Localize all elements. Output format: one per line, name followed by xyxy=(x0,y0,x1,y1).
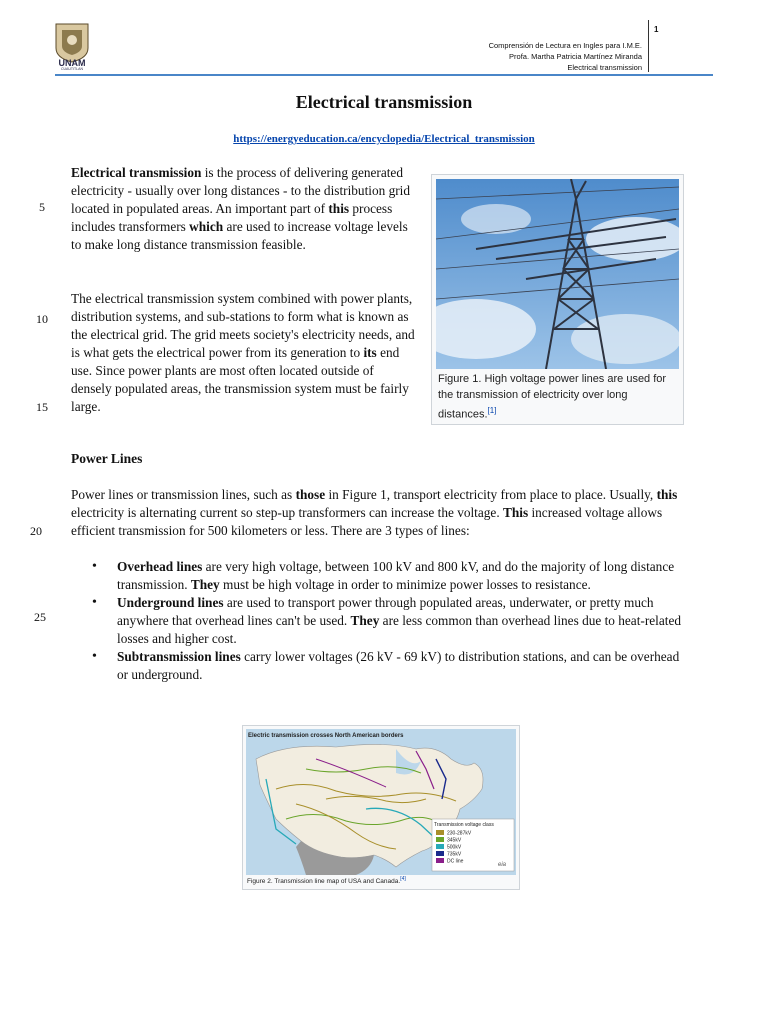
bold-word: This xyxy=(502,505,529,520)
header-rule xyxy=(55,74,713,76)
line-number: 5 xyxy=(39,200,45,214)
map-title: Electric transmission crosses North American borders xyxy=(248,733,404,739)
bold-word: this xyxy=(656,487,678,502)
text-span: are less common than overhead lines due to heat-related losses and higher cost. xyxy=(117,613,682,646)
page-number: 1 xyxy=(654,25,659,34)
line-number: 25 xyxy=(34,610,46,624)
bold-word: They xyxy=(350,613,380,628)
line-number: 10 xyxy=(36,312,48,326)
text-span: Power lines or transmission lines, such as xyxy=(71,487,296,502)
unam-logo xyxy=(52,20,92,72)
bold-word: which xyxy=(189,219,224,234)
eia-logo: eia xyxy=(498,862,507,868)
figure-1-caption xyxy=(438,371,680,423)
course-title: Comprensión de Lectura en Ingles para I.M.E. xyxy=(488,41,642,50)
legend-swatch xyxy=(436,851,444,856)
teacher-name: Profa. Martha Patricia Martínez Miranda xyxy=(509,52,642,61)
text-span: in Figure 1, transport electricity from place to place. Usually, xyxy=(325,487,657,502)
text-span: The electrical transmission system combined with power plants, distribution systems, and sub-stations to form what is known as the electrical grid. The grid meets society's electricity needs, and is what gets the electrical power from its generation to xyxy=(71,291,415,360)
figure-2-caption xyxy=(247,876,406,885)
text-span: electricity is alternating current so step-up transformers can increase the voltage. xyxy=(71,505,503,520)
text-span: process includes transformers xyxy=(71,201,393,234)
list-item xyxy=(92,558,692,594)
legend-title: Transmission voltage class xyxy=(434,822,494,828)
legend-label: 735kV xyxy=(447,851,462,858)
caption-text: Figure 1. High voltage power lines are used for the transmission of electricity over long distances. xyxy=(438,373,667,421)
text-span: is the process of delivering generated electricity - usually over long distances - to the distribution grid located in populated areas. An important part of xyxy=(71,165,410,216)
line-types-list xyxy=(92,558,692,684)
logo-subtext: CUAUTITLAN xyxy=(61,67,83,71)
bold-word: those xyxy=(295,487,326,502)
section-heading: Power Lines xyxy=(71,451,143,466)
transmission-map xyxy=(246,729,516,875)
caption-text: Figure 2. Transmission line map of USA and Canada. xyxy=(247,878,401,886)
legend-swatch xyxy=(436,837,444,842)
legend-label: 345kV xyxy=(447,837,462,844)
legend-label: DC line xyxy=(447,858,464,865)
bold-word: its xyxy=(363,345,377,360)
text-span: must be high voltage in order to minimize power losses to resistance. xyxy=(219,577,591,592)
source-link[interactable]: https://energyeducation.ca/encyclopedia/Electrical_transmission xyxy=(233,133,535,145)
legend-swatch xyxy=(436,858,444,863)
line-number: 20 xyxy=(30,524,42,538)
header-info xyxy=(489,40,642,73)
legend-swatch xyxy=(436,830,444,835)
figure-2-citation[interactable]: [4] xyxy=(400,876,406,882)
header-divider xyxy=(648,20,649,72)
list-item xyxy=(92,594,692,648)
term-electrical-transmission: Electrical transmission xyxy=(71,165,202,180)
paragraph-power-lines xyxy=(71,486,691,540)
text-span: carry lower voltages (26 kV - 69 kV) to distribution stations, and can be overhead or underground. xyxy=(117,649,680,682)
bullet-term: Underground lines xyxy=(117,595,224,610)
bold-word: this xyxy=(328,201,350,216)
paragraph-intro xyxy=(71,164,416,254)
bullet-term: Subtransmission lines xyxy=(117,649,241,664)
text-span: increased voltage allows efficient transmission for 500 kilometers or less. There are 3 types of lines: xyxy=(71,505,663,538)
bullet-term: Overhead lines xyxy=(117,559,203,574)
legend-swatch xyxy=(436,844,444,849)
text-span: are used to transport power through populated areas, underwater, or pretty much anywhere that overhead lines can't be used. xyxy=(117,595,654,628)
figure-2 xyxy=(242,725,520,890)
bold-word: They xyxy=(190,577,220,592)
legend-label: 230-287kV xyxy=(447,830,472,837)
header-topic: Electrical transmission xyxy=(567,63,642,72)
figure-1 xyxy=(431,174,684,425)
legend-label: 500kV xyxy=(447,844,462,851)
power-tower-photo xyxy=(436,179,679,369)
text-span: are used to increase voltage levels to make long distance transmission feasible. xyxy=(71,219,408,252)
page-title: Electrical transmission xyxy=(295,92,473,112)
logo-text: UNAM xyxy=(58,58,86,68)
list-item xyxy=(92,648,692,684)
text-span: are very high voltage, between 100 kV and 800 kV, and do the majority of long distance transmission. xyxy=(117,559,675,592)
paragraph-grid xyxy=(71,290,416,416)
line-number: 15 xyxy=(36,400,48,414)
figure-1-citation[interactable]: [1] xyxy=(487,406,497,415)
text-span: end use. Since power plants are most often located outside of densely populated areas, the transmission system must be fairly large. xyxy=(71,345,409,414)
